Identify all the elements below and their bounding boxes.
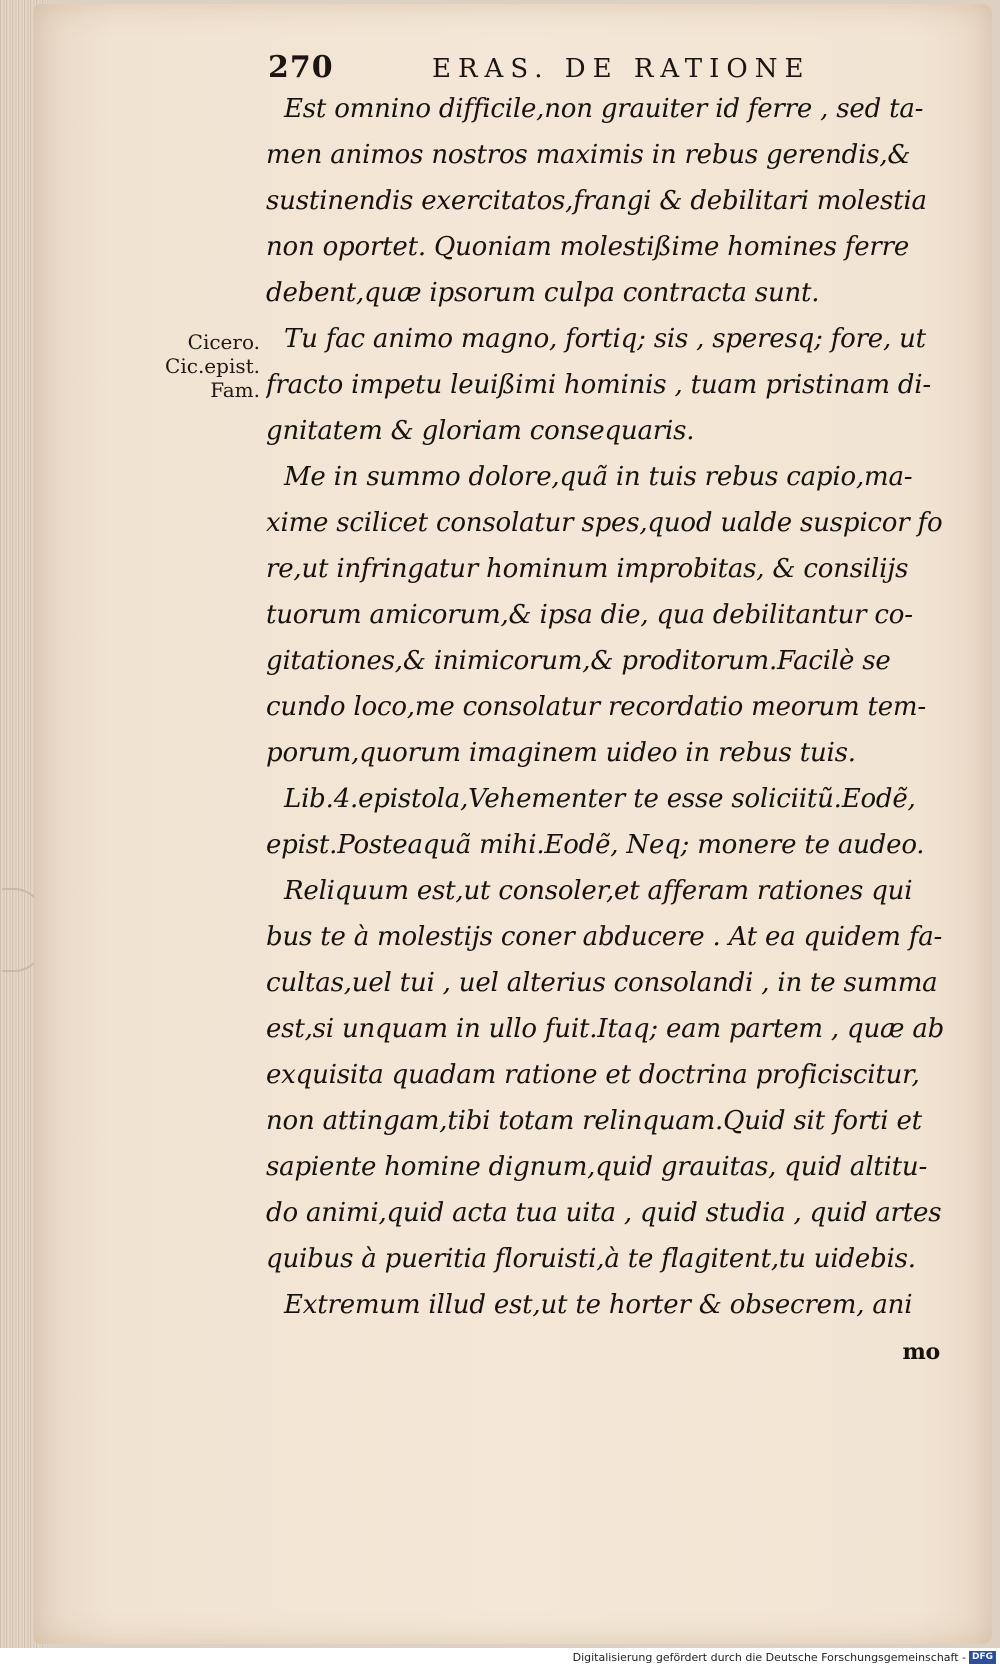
text-line: quibus à pueritia floruisti,à te flagitent,tu uidebis. — [266, 1244, 916, 1274]
catchword-line — [266, 1328, 952, 1374]
dfg-logo: DFG — [969, 1651, 996, 1664]
text-line: debent,quæ ipsorum culpa contracta sunt. — [266, 278, 820, 308]
text-line: exquisita quadam ratione et doctrina proficiscitur, — [266, 1060, 920, 1090]
text-line: Tu fac animo magno, fortiq; sis , speresq; fore, ut — [284, 324, 926, 354]
text-line: sapiente homine dignum,quid grauitas, quid altitu- — [266, 1152, 928, 1182]
text-line: est,si unquam in ullo fuit.Itaq; eam partem , quæ ab — [266, 1014, 945, 1044]
running-title: ERAS. DE RATIONE — [432, 54, 811, 84]
text-line: porum,quorum imaginem uideo in rebus tuis. — [266, 738, 856, 768]
text-line: Extremum illud est,ut te horter & obsecrem, ani — [284, 1290, 913, 1320]
text-line: re,ut infringatur hominum improbitas, & consilijs — [266, 554, 909, 584]
digitization-footer — [0, 1648, 1000, 1668]
catchword: mo — [902, 1339, 940, 1365]
margin-notes — [150, 330, 260, 402]
funding-credit: Digitalisierung gefördert durch die Deutsche Forschungsgemeinschaft - — [572, 1651, 966, 1664]
text-line: cultas,uel tui , uel alterius consolandi , in te summa — [266, 968, 938, 998]
text-line: non oportet. Quoniam molestißime homines ferre — [266, 232, 910, 262]
text-line: Reliquum est,ut consoler,et afferam rationes qui — [284, 876, 913, 906]
margin-note: Fam. — [210, 378, 260, 402]
margin-note: Cic.epist. — [165, 354, 260, 378]
text-line: Lib.4.epistola,Vehementer te esse soliciitũ.Eodẽ, — [284, 784, 916, 814]
page-number: 270 — [268, 50, 334, 85]
text-line: bus te à molestijs coner abducere . At ea quidem fa- — [266, 922, 943, 952]
text-line: xime scilicet consolatur spes,quod ualde suspicor fo — [266, 508, 943, 538]
text-line: gnitatem & gloriam consequaris. — [266, 416, 695, 446]
text-line: Est omnino difficile,non grauiter id ferre , sed ta- — [284, 94, 924, 124]
running-head — [0, 50, 1000, 90]
text-line: do animi,quid acta tua uita , quid studia , quid artes — [266, 1198, 942, 1228]
margin-note: Cicero. — [187, 330, 260, 354]
text-line: Me in summo dolore,quã in tuis rebus capio,ma- — [284, 462, 913, 492]
text-line: non attingam,tibi totam relinquam.Quid sit forti et — [266, 1106, 922, 1136]
text-line: sustinendis exercitatos,frangi & debilitari molestia — [266, 186, 927, 216]
body-text — [266, 86, 952, 1374]
text-line: gitationes,& inimicorum,& proditorum.Facilè se — [266, 646, 891, 676]
text-line: tuorum amicorum,& ipsa die, qua debilitantur co- — [266, 600, 913, 630]
text-line: men animos nostros maximis in rebus gerendis,& — [266, 140, 911, 170]
text-line: cundo loco,me consolatur recordatio meorum tem- — [266, 692, 926, 722]
text-line: epist.Posteaquã mihi.Eodẽ, Neq; monere te audeo. — [266, 830, 925, 860]
text-line: fracto impetu leuißimi hominis , tuam pristinam di- — [266, 370, 932, 400]
